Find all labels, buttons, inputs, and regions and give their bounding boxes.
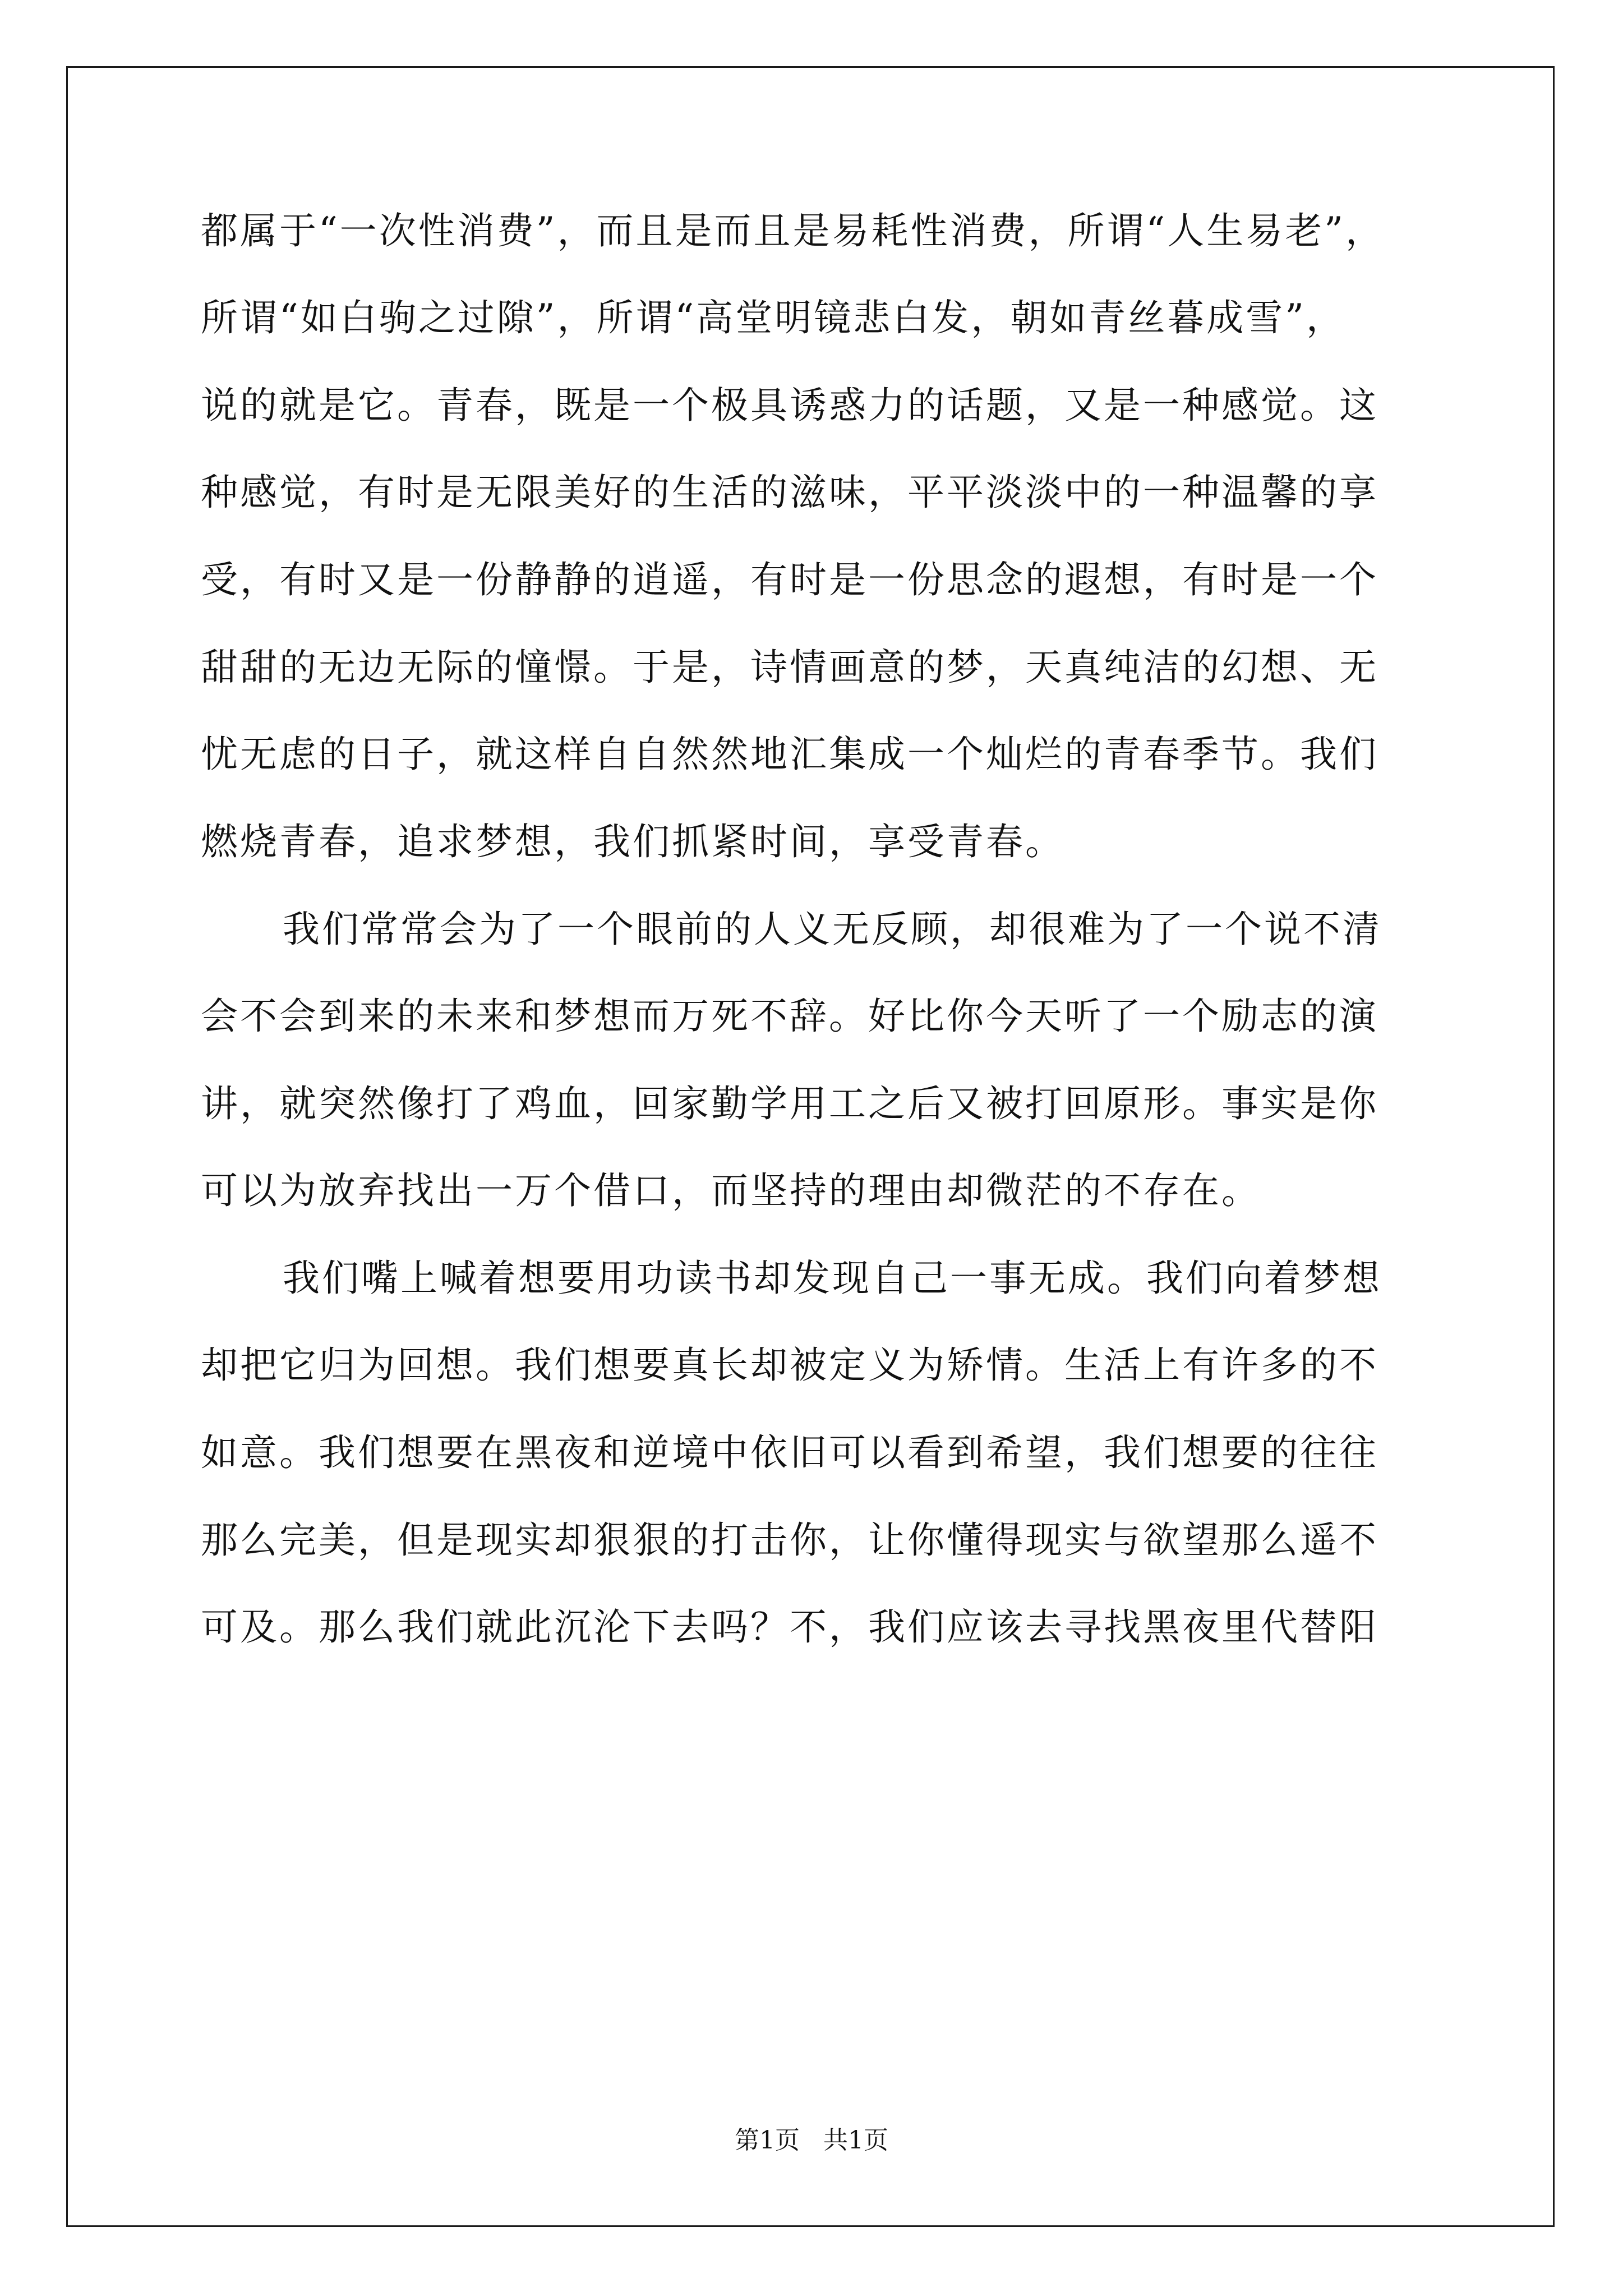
paragraph-3-line-5: 可及。那么我们就此沉沦下去吗？不，我们应该去寻找黑夜里代替阳 [201, 1605, 1378, 1649]
paragraph-1-line-1: 都属于“一次性消费”，而且是而且是易耗性消费，所谓“人生易老”， [201, 209, 1385, 252]
paragraph-3-line-4: 那么完美，但是现实却狠狠的打击你，让你懂得现实与欲望那么遥不 [201, 1519, 1378, 1562]
paragraph-1-line-3: 说的就是它。青春，既是一个极具诱惑力的话题，又是一种感觉。这 [201, 384, 1378, 427]
page-footer: 第1页 共1页 [735, 2126, 888, 2155]
paragraph-2-line-3: 讲，就突然像打了鸡血，回家勤学用工之后又被打回原形。事实是你 [201, 1082, 1378, 1125]
paragraph-1-line-8: 燃烧青春，追求梦想，我们抓紧时间，享受青春。 [201, 820, 1064, 863]
paragraph-3-line-3: 如意。我们想要在黑夜和逆境中依旧可以看到希望，我们想要的往往 [201, 1431, 1378, 1474]
paragraph-1-line-7: 忧无虑的日子，就这样自自然然地汇集成一个灿烂的青春季节。我们 [201, 733, 1378, 776]
paragraph-3-line-1: 我们嘴上喊着想要用功读书却发现自己一事无成。我们向着梦想 [283, 1257, 1382, 1300]
paragraph-2-line-2: 会不会到来的未来和梦想而万死不辞。好比你今天听了一个励志的演 [201, 995, 1378, 1038]
paragraph-2-line-1: 我们常常会为了一个眼前的人义无反顾，却很难为了一个说不清 [283, 908, 1382, 951]
paragraph-1-line-6: 甜甜的无边无际的憧憬。于是，诗情画意的梦，天真纯洁的幻想、无 [201, 646, 1378, 689]
paragraph-3-line-2: 却把它归为回想。我们想要真长却被定义为矫情。生活上有许多的不 [201, 1343, 1378, 1387]
paragraph-1-line-2: 所谓“如白驹之过隙”，所谓“高堂明镜悲白发，朝如青丝暮成雪”， [201, 296, 1345, 339]
paragraph-1-line-4: 种感觉，有时是无限美好的生活的滋味，平平淡淡中的一种温馨的享 [201, 471, 1378, 514]
paragraph-1-line-5: 受，有时又是一份静静的逍遥，有时是一份思念的遐想，有时是一个 [201, 558, 1378, 601]
paragraph-2-line-4: 可以为放弃找出一万个借口，而坚持的理由却微茫的不存在。 [201, 1169, 1261, 1212]
